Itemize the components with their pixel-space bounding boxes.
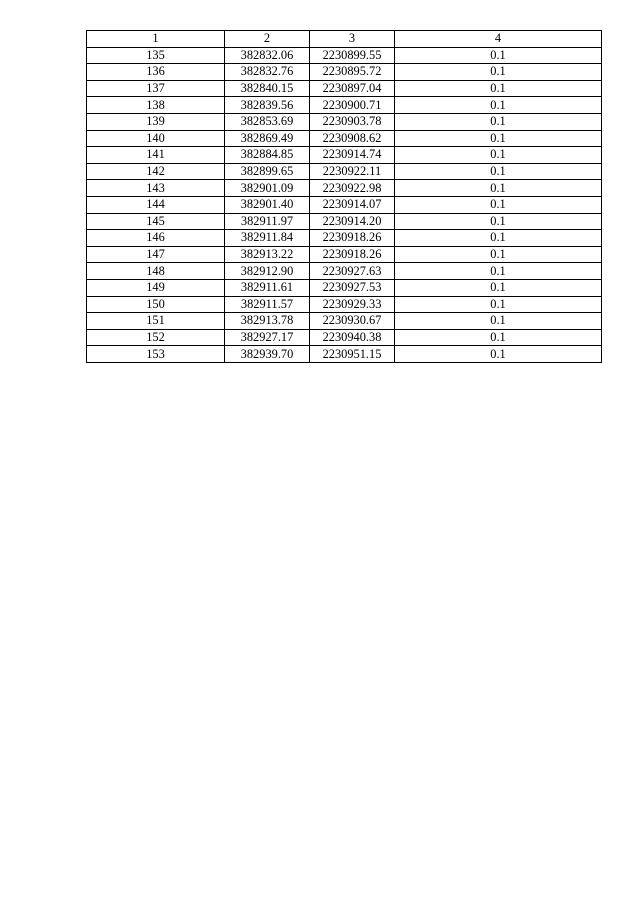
precision-cell: 0.1 (395, 80, 602, 97)
precision-cell: 0.1 (395, 113, 602, 130)
coordinates-table (86, 30, 602, 363)
point-number-cell: 147 (87, 246, 225, 263)
point-number-cell: 152 (87, 329, 225, 346)
x-coordinate-cell: 382901.09 (225, 180, 310, 197)
table-row (87, 47, 602, 64)
table-body (87, 47, 602, 362)
precision-cell: 0.1 (395, 180, 602, 197)
table-row (87, 163, 602, 180)
precision-cell: 0.1 (395, 130, 602, 147)
point-number-cell: 142 (87, 163, 225, 180)
y-coordinate-cell: 2230908.62 (310, 130, 395, 147)
x-coordinate-cell: 382853.69 (225, 113, 310, 130)
table-row (87, 263, 602, 280)
precision-cell: 0.1 (395, 147, 602, 164)
point-number-cell: 139 (87, 113, 225, 130)
x-coordinate-cell: 382913.78 (225, 313, 310, 330)
point-number-cell: 136 (87, 64, 225, 81)
precision-cell: 0.1 (395, 97, 602, 114)
point-number-cell: 148 (87, 263, 225, 280)
x-coordinate-cell: 382927.17 (225, 329, 310, 346)
table-row (87, 180, 602, 197)
precision-cell: 0.1 (395, 296, 602, 313)
y-coordinate-cell: 2230951.15 (310, 346, 395, 363)
y-coordinate-cell: 2230895.72 (310, 64, 395, 81)
precision-cell: 0.1 (395, 47, 602, 64)
table-row (87, 147, 602, 164)
y-coordinate-cell: 2230903.78 (310, 113, 395, 130)
table-row (87, 97, 602, 114)
point-number-cell: 138 (87, 97, 225, 114)
precision-cell: 0.1 (395, 230, 602, 247)
point-number-cell: 140 (87, 130, 225, 147)
precision-cell: 0.1 (395, 346, 602, 363)
y-coordinate-cell: 2230914.20 (310, 213, 395, 230)
table-row (87, 80, 602, 97)
point-number-cell: 143 (87, 180, 225, 197)
point-number-cell: 153 (87, 346, 225, 363)
y-coordinate-cell: 2230922.11 (310, 163, 395, 180)
precision-cell: 0.1 (395, 279, 602, 296)
y-coordinate-cell: 2230918.26 (310, 246, 395, 263)
x-coordinate-cell: 382869.49 (225, 130, 310, 147)
y-coordinate-cell: 2230940.38 (310, 329, 395, 346)
y-coordinate-cell: 2230897.04 (310, 80, 395, 97)
table-row (87, 296, 602, 313)
y-coordinate-cell: 2230900.71 (310, 97, 395, 114)
column-header-3: 3 (310, 31, 395, 48)
table-row (87, 230, 602, 247)
y-coordinate-cell: 2230922.98 (310, 180, 395, 197)
point-number-cell: 137 (87, 80, 225, 97)
x-coordinate-cell: 382911.97 (225, 213, 310, 230)
y-coordinate-cell: 2230929.33 (310, 296, 395, 313)
x-coordinate-cell: 382840.15 (225, 80, 310, 97)
table-row (87, 196, 602, 213)
table-row (87, 130, 602, 147)
point-number-cell: 151 (87, 313, 225, 330)
point-number-cell: 146 (87, 230, 225, 247)
precision-cell: 0.1 (395, 213, 602, 230)
y-coordinate-cell: 2230914.74 (310, 147, 395, 164)
column-header-4: 4 (395, 31, 602, 48)
y-coordinate-cell: 2230930.67 (310, 313, 395, 330)
precision-cell: 0.1 (395, 329, 602, 346)
y-coordinate-cell: 2230927.63 (310, 263, 395, 280)
x-coordinate-cell: 382884.85 (225, 147, 310, 164)
precision-cell: 0.1 (395, 246, 602, 263)
x-coordinate-cell: 382912.90 (225, 263, 310, 280)
y-coordinate-cell: 2230918.26 (310, 230, 395, 247)
precision-cell: 0.1 (395, 196, 602, 213)
column-header-2: 2 (225, 31, 310, 48)
point-number-cell: 150 (87, 296, 225, 313)
y-coordinate-cell: 2230927.53 (310, 279, 395, 296)
table-row (87, 346, 602, 363)
precision-cell: 0.1 (395, 163, 602, 180)
precision-cell: 0.1 (395, 263, 602, 280)
y-coordinate-cell: 2230914.07 (310, 196, 395, 213)
x-coordinate-cell: 382939.70 (225, 346, 310, 363)
point-number-cell: 135 (87, 47, 225, 64)
x-coordinate-cell: 382911.57 (225, 296, 310, 313)
table-row (87, 246, 602, 263)
x-coordinate-cell: 382839.56 (225, 97, 310, 114)
x-coordinate-cell: 382901.40 (225, 196, 310, 213)
x-coordinate-cell: 382832.06 (225, 47, 310, 64)
table-row (87, 329, 602, 346)
x-coordinate-cell: 382911.84 (225, 230, 310, 247)
point-number-cell: 145 (87, 213, 225, 230)
y-coordinate-cell: 2230899.55 (310, 47, 395, 64)
table-header-row (87, 31, 602, 48)
table-row (87, 279, 602, 296)
point-number-cell: 149 (87, 279, 225, 296)
table-row (87, 113, 602, 130)
point-number-cell: 144 (87, 196, 225, 213)
x-coordinate-cell: 382913.22 (225, 246, 310, 263)
x-coordinate-cell: 382911.61 (225, 279, 310, 296)
table-row (87, 313, 602, 330)
x-coordinate-cell: 382832.76 (225, 64, 310, 81)
table-row (87, 213, 602, 230)
precision-cell: 0.1 (395, 313, 602, 330)
point-number-cell: 141 (87, 147, 225, 164)
precision-cell: 0.1 (395, 64, 602, 81)
table-row (87, 64, 602, 81)
column-header-1: 1 (87, 31, 225, 48)
x-coordinate-cell: 382899.65 (225, 163, 310, 180)
